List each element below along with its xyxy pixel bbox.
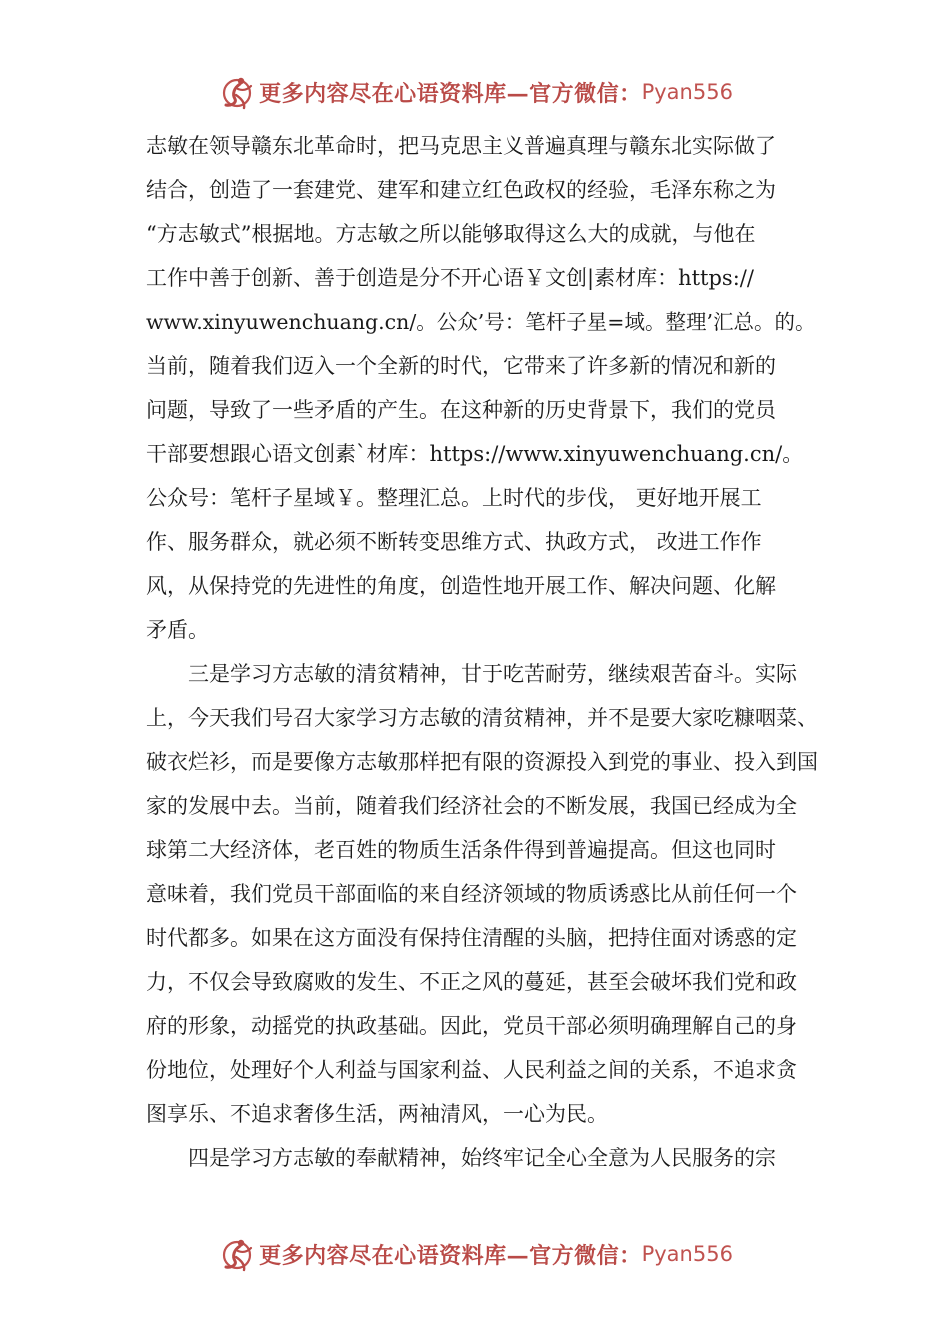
text-line: 力，不仅会导致腐败的发生、不正之风的蔓延，甚至会破坏我们党和政 [146,970,797,994]
banner-wechat-id: Pyan556 [641,80,733,104]
text-line: 结合，创造了一套建党、建军和建立红色政权的经验，毛泽东称之为 [146,178,776,202]
text-line: 干部要想跟心语文创素`材库：https://www.xinyuwenchuang.cn/。 [146,442,804,466]
banner-text: 更多内容尽在心语资料库—官方微信： [259,80,642,107]
document-body [146,124,818,1180]
banner-text: 更多内容尽在心语资料库—官方微信： [259,1242,642,1269]
text-line: 问题，导致了一些矛盾的产生。在这种新的历史背景下，我们的党员 [146,398,776,422]
banner-wechat-id: Pyan556 [641,1242,733,1266]
text-line: 公众号：笔杆子星域￥。整理汇总。上时代的步伐， 更好地开展工 [146,486,762,510]
text-line: 份地位，处理好个人利益与国家利益、人民利益之间的关系，不追求贪 [146,1058,797,1082]
text-line: 时代都多。如果在这方面没有保持住清醒的头脑，把持住面对诱惑的定 [146,926,797,950]
text-line: 球第二大经济体，老百姓的物质生活条件得到普遍提高。但这也同时 [146,838,776,862]
text-line: 四是学习方志敏的奉献精神，始终牢记全心全意为人民服务的宗 [146,1146,776,1170]
text-line: 志敏在领导赣东北革命时，把马克思主义普遍真理与赣东北实际做了 [146,134,776,158]
text-line: 矛盾。 [146,618,209,642]
text-line: 工作中善于创新、善于创造是分不开心语￥文创|素材库：https:// [146,266,754,290]
text-line: 上，今天我们号召大家学习方志敏的清贫精神，并不是要大家吃糠咽菜、 [146,706,818,730]
text-line: 破衣烂衫，而是要像方志敏那样把有限的资源投入到党的事业、投入到国 [146,750,818,774]
text-line: 府的形象，动摇党的执政基础。因此，党员干部必须明确理解自己的身 [146,1014,797,1038]
text-line: 当前，随着我们迈入一个全新的时代，它带来了许多新的情况和新的 [146,354,776,378]
dancer-logo-icon [217,1234,257,1274]
text-line: 三是学习方志敏的清贫精神，甘于吃苦耐劳，继续艰苦奋斗。实际 [146,662,797,686]
text-line: 家的发展中去。当前，随着我们经济社会的不断发展，我国已经成为全 [146,794,797,818]
text-line: 风，从保持党的先进性的角度，创造性地开展工作、解决问题、化解 [146,574,776,598]
dancer-logo-icon [217,72,257,112]
text-line: 意味着，我们党员干部面临的来自经济领域的物质诱惑比从前任何一个 [146,882,797,906]
text-line: www.xinyuwenchuang.cn/。公众’号：笔杆子星=域。整理’汇总。的。 [146,310,816,334]
footer-banner [0,1232,950,1276]
header-banner [0,70,950,114]
text-line: 图享乐、不追求奢侈生活，两袖清风，一心为民。 [146,1102,608,1126]
text-line: 作、服务群众，就必须不断转变思维方式、执政方式， 改进工作作 [146,530,762,554]
text-line: “方志敏式”根据地。方志敏之所以能够取得这么大的成就，与他在 [146,222,756,246]
